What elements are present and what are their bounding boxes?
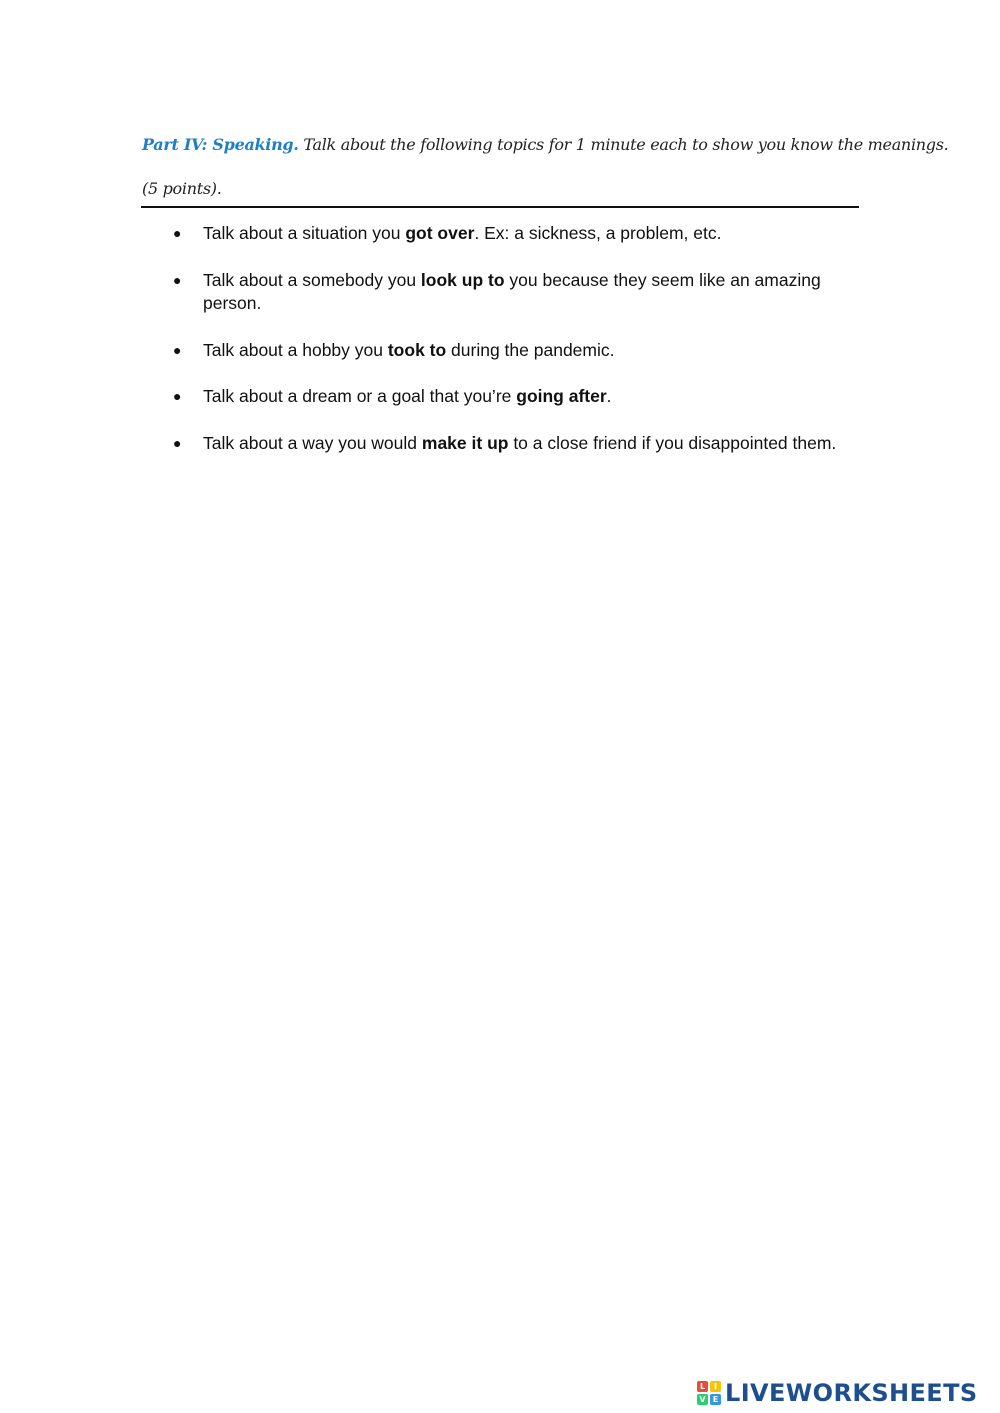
points-text: (5 points).: [142, 179, 222, 198]
topic-text: . Ex: a sickness, a problem, etc.: [474, 223, 722, 243]
section-heading: [142, 130, 949, 204]
liveworksheets-logo: [697, 1376, 978, 1410]
bullet-icon: ●: [173, 388, 182, 404]
heading-line: [142, 130, 949, 160]
instruction-text: Talk about the following topics for 1 minute each to show you know the meanings.: [303, 135, 949, 154]
bullet-icon: ●: [173, 271, 182, 288]
topic-text: you because they seem like an amazing person.: [203, 269, 821, 313]
list-item: [140, 269, 840, 316]
list-item: [140, 339, 840, 363]
phrasal-verb: got over: [405, 223, 475, 243]
part-label: Part IV: Speaking.: [142, 135, 299, 154]
logo-letter: E: [710, 1394, 721, 1405]
phrasal-verb: took to: [387, 339, 447, 360]
bullet-icon: ●: [173, 434, 182, 451]
topic-text: .: [606, 386, 612, 406]
topic-text: Talk about a situation you: [203, 223, 406, 243]
phrasal-verb: going after: [516, 386, 607, 406]
heading-divider: [141, 206, 859, 208]
topic-text: to a close friend if you disappointed them.: [508, 432, 837, 453]
list-item: [140, 385, 840, 409]
logo-mark-icon: [697, 1381, 721, 1405]
topic-text: during the pandemic.: [446, 339, 615, 360]
phrasal-verb: look up to: [420, 269, 505, 290]
topic-text: Talk about a somebody you: [203, 269, 421, 290]
bullet-icon: ●: [173, 341, 182, 358]
logo-letter: L: [697, 1381, 708, 1392]
topic-list: [140, 222, 840, 478]
logo-letter: V: [697, 1394, 708, 1405]
logo-letter: I: [710, 1381, 721, 1392]
bullet-icon: ●: [173, 225, 182, 241]
list-item: [140, 432, 840, 456]
topic-text: Talk about a hobby you: [203, 339, 388, 360]
list-item: [140, 222, 840, 246]
topic-text: Talk about a way you would: [203, 432, 422, 453]
brand-name: LIVEWORKSHEETS: [725, 1379, 978, 1407]
topic-text: Talk about a dream or a goal that you’re: [203, 386, 517, 406]
phrasal-verb: make it up: [421, 432, 509, 453]
